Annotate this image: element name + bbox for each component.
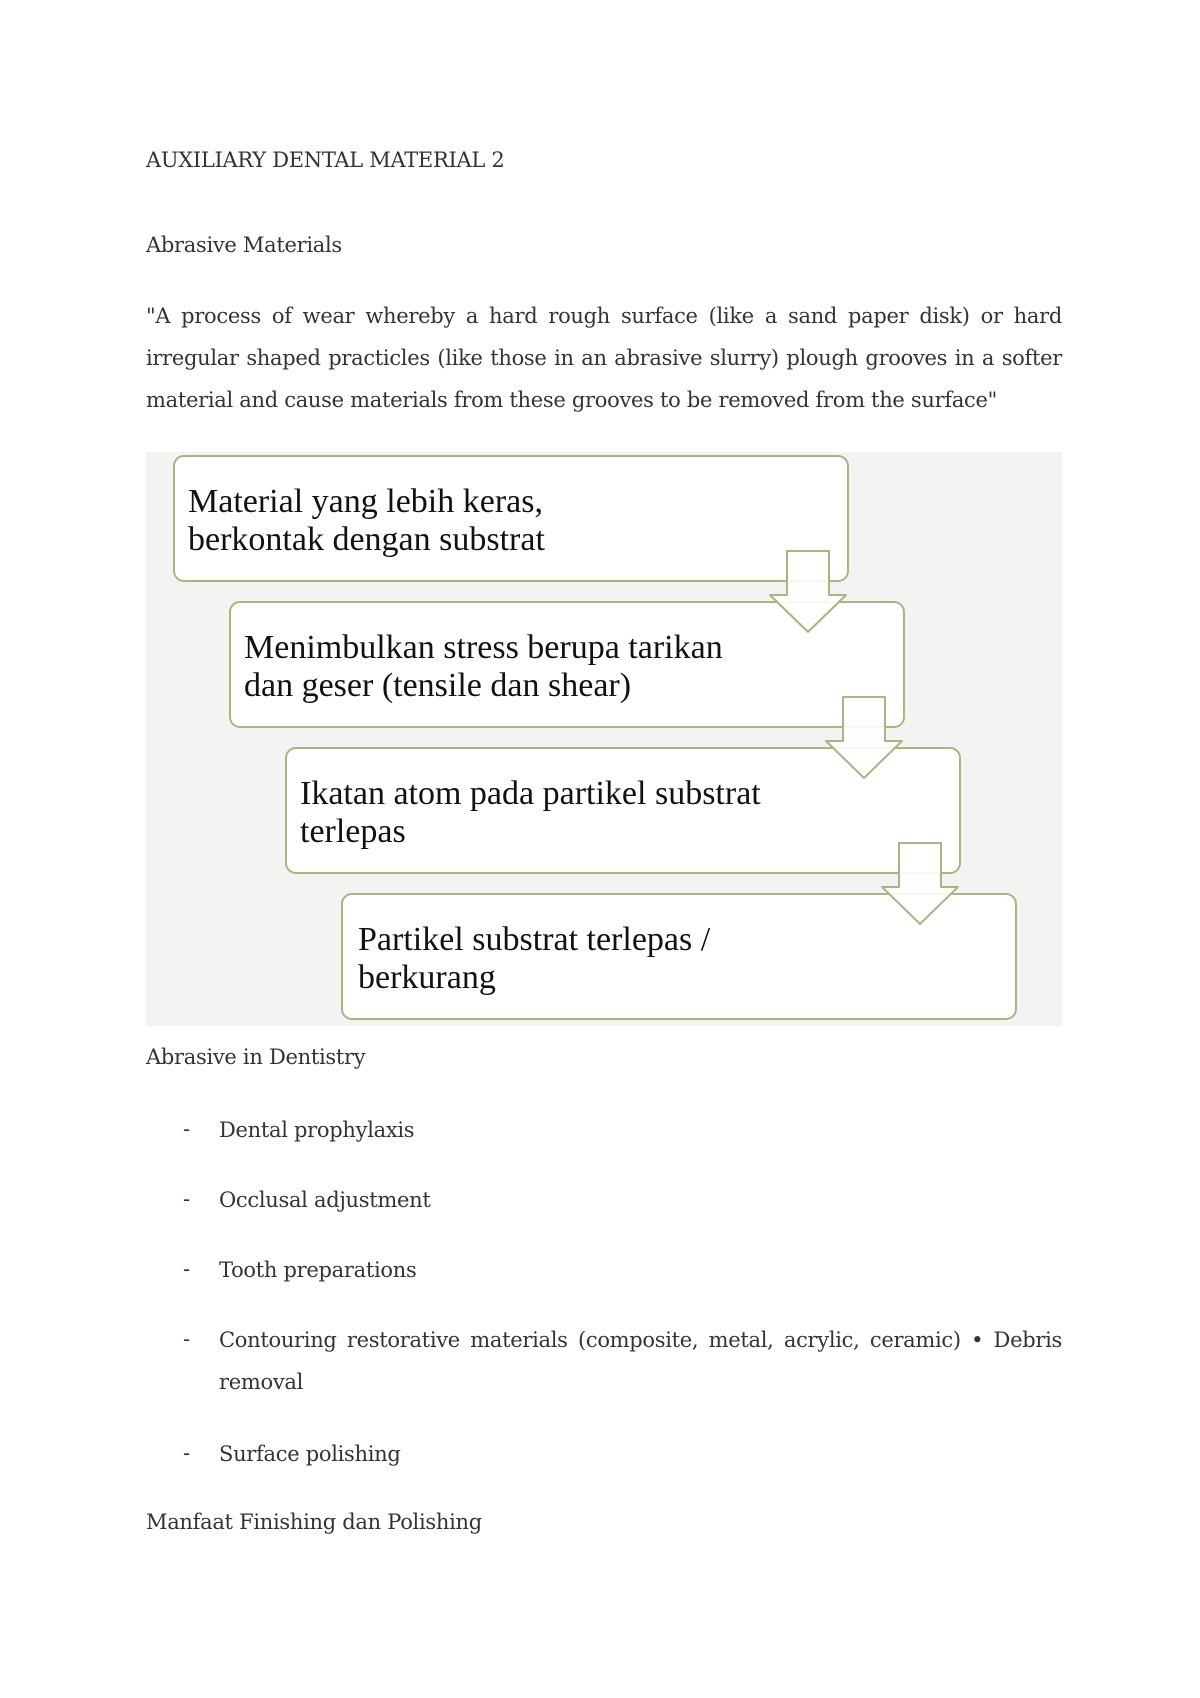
document-title: AUXILIARY DENTAL MATERIAL 2 [146, 148, 505, 172]
section-heading-abrasive-in-dentistry: Abrasive in Dentistry [146, 1045, 366, 1069]
abrasion-process-diagram [146, 452, 1062, 1026]
step-2-line-1: Menimbulkan stress berupa tarikan [244, 629, 723, 666]
list-item: Occlusal adjustment [219, 1188, 431, 1212]
step-1-line-2: berkontak dengan substrat [188, 521, 545, 558]
section-heading-abrasive-materials: Abrasive Materials [146, 233, 342, 257]
list-item: Dental prophylaxis [219, 1118, 415, 1142]
section-heading-finishing-polishing: Manfaat Finishing dan Polishing [146, 1510, 482, 1534]
list-bullet: - [183, 1257, 191, 1281]
list-item: Tooth preparations [219, 1258, 417, 1282]
step-2-line-2: dan geser (tensile dan shear) [244, 667, 632, 704]
list-item: Surface polishing [219, 1442, 401, 1466]
flow-chart [146, 452, 1062, 1026]
step-4-line-1: Partikel substrat terlepas / [358, 921, 711, 958]
step-3-line-1: Ikatan atom pada partikel substrat [300, 775, 761, 812]
step-4-line-2: berkurang [358, 959, 496, 996]
list-item: Contouring restorative materials (composite, metal, acrylic, ceramic) • Debris removal [219, 1328, 1062, 1394]
list-bullet: - [183, 1327, 191, 1351]
list-bullet: - [183, 1441, 191, 1465]
step-3-line-2: terlepas [300, 813, 406, 850]
list-bullet: - [183, 1187, 191, 1211]
step-1-line-1: Material yang lebih keras, [188, 483, 543, 520]
definition-quote: "A process of wear whereby a hard rough surface (like a sand paper disk) or hard irregular shaped practicles (like those in an abrasive slurry) plough grooves in a softer material and cause materials from these grooves to be removed from the surface" [146, 304, 1062, 412]
list-bullet: - [183, 1117, 191, 1141]
